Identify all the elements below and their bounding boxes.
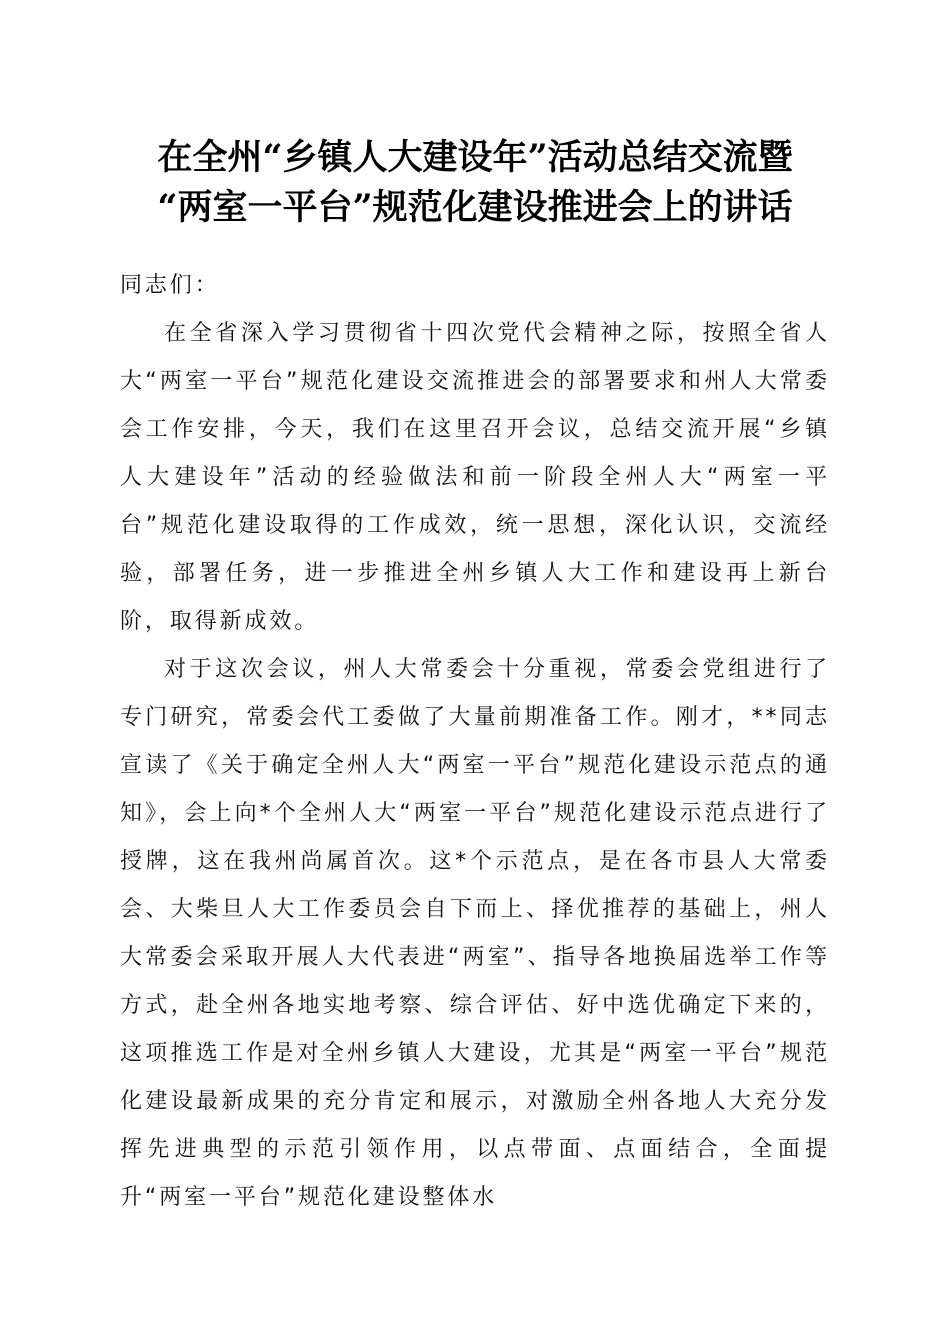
document-title-line-1: 在全州“乡镇人大建设年”活动总结交流暨: [157, 137, 793, 178]
paragraph-1: 在全省深入学习贯彻省十四次党代会精神之际，按照全省人大“两室一平台”规范化建设交流推进会的部署要求和州人大常委会工作安排，今天，我们在这里召开会议，总结交流开展“乡镇人大建设年”活动的经验做法和前一阶段全州人大“两室一平台”规范化建设取得的工作成效，统一思想，深化认识，交流经验，部署任务，进一步推进全州乡镇人大工作和建设再上新台阶，取得新成效。: [120, 321, 830, 634]
salutation: 同志们：: [120, 273, 220, 298]
paragraph-2: 对于这次会议，州人大常委会十分重视，常委会党组进行了专门研究，常委会代工委做了大量前期准备工作。刚才，**同志宣读了《关于确定全州人大“两室一平台”规范化建设示范点的通知》，会上向*个全州人大“两室一平台”规范化建设示范点进行了授牌，这在我州尚属首次。这*个示范点，是在各市县人大常委会、大柴旦人大工作委员会自下而上、择优推荐的基础上，州人大常委会采取开展人大代表进“两室”、指导各地换届选举工作等方式，赴全州各地实地考察、综合评估、好中选优确定下来的，这项推选工作是对全州乡镇人大建设，尤其是“两室一平台”规范化建设最新成果的充分肯定和展示，对激励全州各地人大充分发挥先进典型的示范引领作用，以点带面、点面结合，全面提升“两室一平台”规范化建设整体水: [120, 657, 830, 1210]
document-title-line-2: “两室一平台”规范化建设推进会上的讲话: [157, 187, 793, 228]
document-body: [120, 262, 830, 1222]
